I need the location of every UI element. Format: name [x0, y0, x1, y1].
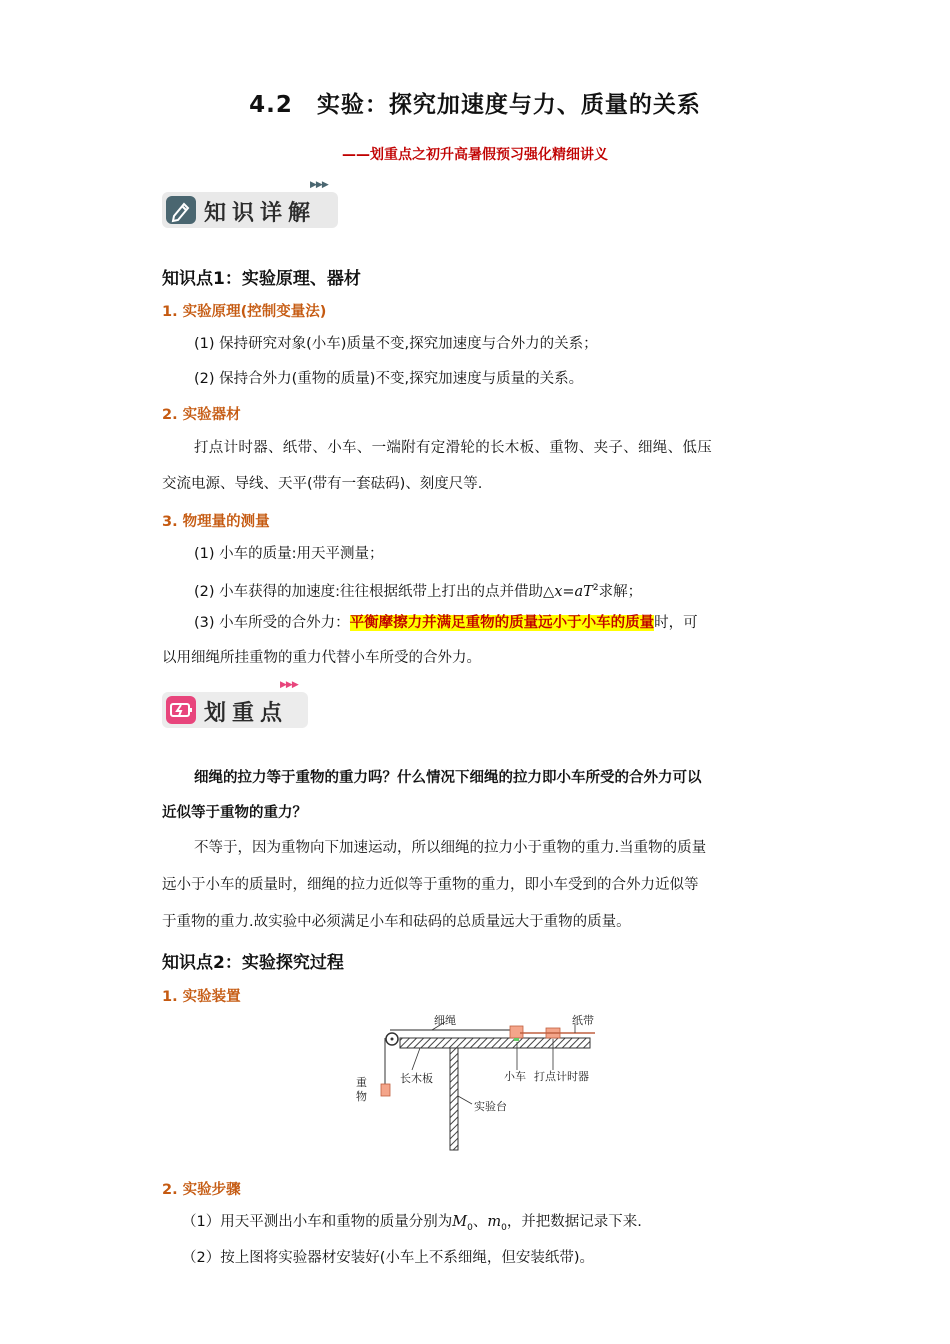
apparatus-diagram	[350, 1012, 610, 1162]
label-tape: 纸带	[572, 1014, 594, 1027]
key-question-line-2: 近似等于重物的重力？	[162, 805, 307, 821]
key-answer-line-3: 于重物的重力.故实验中必须满足小车和砝码的总质量远大于重物的质量。	[162, 914, 631, 930]
section-banner-keypoint	[162, 680, 312, 732]
label-cart: 小车	[504, 1070, 526, 1083]
page-title: 4.2 实验：探究加速度与力、质量的关系	[249, 92, 701, 118]
mass-weight-symbol: m	[487, 1214, 502, 1230]
label-weight-1: 重	[356, 1076, 367, 1089]
measurement-line-2-text: (2) 小车获得的加速度:往往根据纸带上打出的点并借助	[194, 583, 544, 600]
measurement-line-3	[194, 613, 698, 633]
long-board	[400, 1038, 590, 1048]
principle-line-1: (1) 保持研究对象(小车)质量不变,探究加速度与合外力的关系；	[194, 336, 598, 352]
formula: △x=aT	[543, 583, 593, 600]
formula-exponent: 2	[592, 583, 599, 593]
knowledge-point-1-heading: 知识点1：实验原理、器材	[162, 269, 361, 289]
measurement-line-3-text: (3) 小车所受的合外力：	[194, 615, 350, 631]
arrows-icon: ▶▶▶	[310, 180, 328, 190]
knowledge-point-2-heading: 知识点2：实验探究过程	[162, 953, 344, 973]
lightning-icon	[166, 696, 196, 724]
section-apparatus-title: 1. 实验装置	[162, 989, 241, 1005]
label-rope: 细绳	[434, 1014, 456, 1027]
key-answer-line-2: 远小于小车的质量时，细绳的拉力近似等于重物的重力，即小车受到的合外力近似等	[162, 877, 699, 893]
step-1-text: （1）用天平测出小车和重物的质量分别为	[182, 1214, 453, 1230]
weight-block	[381, 1084, 390, 1096]
section-measurement-title: 3. 物理量的测量	[162, 514, 270, 530]
measurement-line-2-end: 求解；	[598, 583, 643, 600]
highlighted-condition: 平衡摩擦力并满足重物的质量远小于小车的质量	[349, 615, 655, 631]
mass-cart-subscript: 0	[467, 1222, 473, 1233]
measurement-line-1: (1) 小车的质量:用天平测量；	[194, 546, 384, 562]
table-leg	[450, 1048, 458, 1150]
equipment-line-2: 交流电源、导线、天平(带有一套砝码)、刻度尺等.	[162, 476, 483, 492]
arrows-icon: ▶▶▶	[280, 680, 298, 690]
mass-cart-symbol: M	[452, 1214, 468, 1230]
step-1-end: ，并把数据记录下来.	[506, 1214, 642, 1230]
measurement-line-4: 以用细绳所挂重物的重力代替小车所受的合外力。	[162, 650, 481, 666]
measurement-line-3-end: 时，可	[654, 615, 698, 631]
equipment-line-1: 打点计时器、纸带、小车、一端附有定滑轮的长木板、重物、夹子、细绳、低压	[194, 440, 712, 456]
banner-title: 知识详解	[204, 201, 317, 226]
page-subtitle: ——划重点之初升高暑假预习强化精细讲义	[342, 147, 608, 163]
banner-title: 划重点	[204, 701, 289, 726]
section-banner-knowledge	[162, 180, 342, 232]
label-table: 实验台	[474, 1100, 507, 1113]
step-2: （2）按上图将实验器材安装好(小车上不系细绳，但安装纸带)。	[182, 1250, 595, 1266]
measurement-line-2	[194, 578, 642, 602]
pencil-icon	[166, 196, 196, 224]
mass-weight-subscript: 0	[501, 1222, 507, 1233]
key-question-line-1: 细绳的拉力等于重物的重力吗？什么情况下细绳的拉力即小车所受的合外力可以	[194, 770, 702, 786]
section-principle-title: 1. 实验原理(控制变量法)	[162, 304, 327, 320]
label-board: 长木板	[400, 1072, 433, 1085]
principle-line-2: (2) 保持合外力(重物的质量)不变,探究加速度与质量的关系。	[194, 371, 584, 387]
step-1-separator: 、	[472, 1214, 488, 1230]
label-weight-2: 物	[356, 1090, 367, 1103]
cart-block	[510, 1026, 523, 1038]
key-answer-line-1: 不等于，因为重物向下加速运动，所以细绳的拉力小于重物的重力.当重物的质量	[194, 840, 707, 856]
label-timer: 打点计时器	[534, 1070, 589, 1083]
step-1	[182, 1212, 642, 1238]
section-equipment-title: 2. 实验器材	[162, 407, 241, 423]
section-steps-title: 2. 实验步骤	[162, 1182, 241, 1198]
